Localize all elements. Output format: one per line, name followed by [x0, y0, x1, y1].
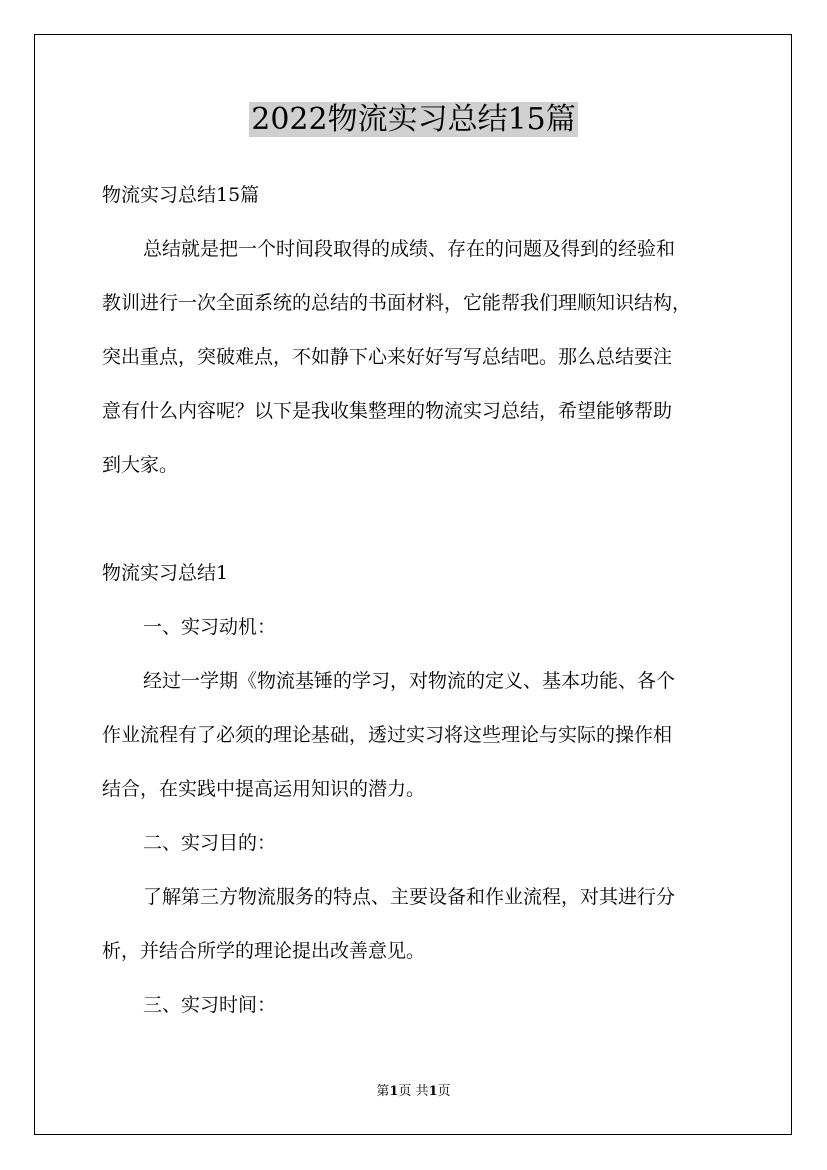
- motive-line-2: 作业流程有了必须的理论基础，透过实习将这些理论与实际的操作相: [102, 724, 673, 746]
- section-heading: 物流实习总结1: [102, 562, 229, 584]
- motive-heading: 一、实习动机：: [143, 616, 277, 638]
- page-prefix: 第: [376, 1084, 390, 1099]
- purpose-line-1: 了解第三方物流服务的特点、主要设备和作业流程，对其进行分: [143, 886, 676, 908]
- page-number: [0, 1083, 827, 1101]
- time-heading: 三、实习时间：: [143, 994, 277, 1016]
- page-current: 1: [389, 1084, 399, 1099]
- page-suffix: 页: [437, 1084, 451, 1099]
- purpose-line-2: 析，并结合所学的理论提出改善意见。: [102, 940, 426, 962]
- intro-line-2: 教训进行一次全面系统的总结的书面材料，它能帮我们理顺知识结构，: [102, 292, 692, 314]
- motive-line-3: 结合，在实践中提高运用知识的潜力。: [102, 778, 426, 800]
- intro-line-5: 到大家。: [102, 454, 179, 476]
- document-title: [0, 98, 827, 142]
- intro-line-3: 突出重点，突破难点，不如静下心来好好写写总结吧。那么总结要注: [102, 346, 673, 368]
- intro-line-4: 意有什么内容呢？以下是我收集整理的物流实习总结，希望能够帮助: [102, 400, 673, 422]
- purpose-heading: 二、实习目的：: [143, 832, 277, 854]
- page-total: 1: [428, 1084, 438, 1099]
- document-subtitle: 物流实习总结15篇: [102, 184, 260, 206]
- page-mid: 页 共: [398, 1084, 429, 1099]
- document-title-text: 2022物流实习总结15篇: [251, 102, 576, 137]
- intro-line-1: 总结就是把一个时间段取得的成绩、存在的问题及得到的经验和: [143, 238, 676, 260]
- motive-line-1: 经过一学期《物流基锤的学习，对物流的定义、基本功能、各个: [143, 670, 676, 692]
